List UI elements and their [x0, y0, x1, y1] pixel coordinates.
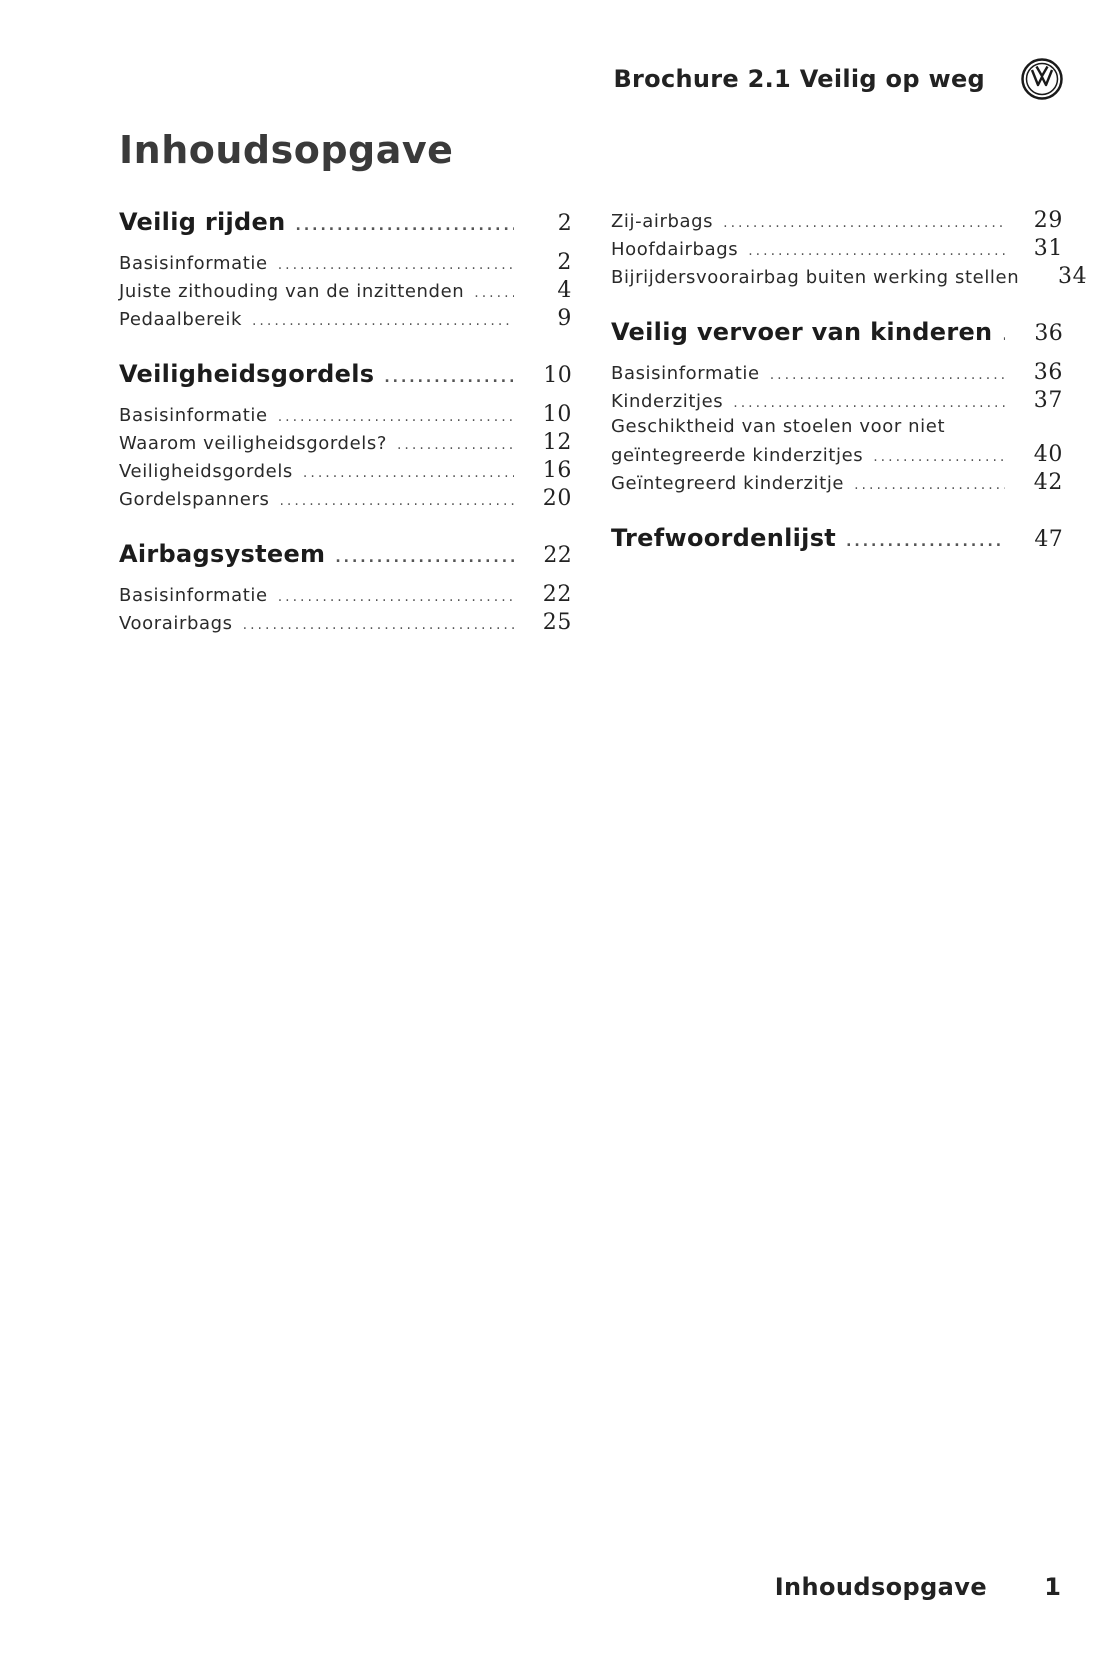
- toc-page-number: 47: [1034, 527, 1063, 552]
- toc-page-number: 10: [543, 363, 572, 388]
- toc-page-number: 42: [1033, 470, 1063, 495]
- toc-item-label: Gordelspanners: [119, 489, 270, 510]
- toc-heading[interactable]: [119, 208, 572, 244]
- dot-leader: [854, 477, 1005, 493]
- toc-page-number: 10: [542, 402, 572, 427]
- dot-leader: [397, 437, 514, 453]
- dot-leader: [770, 367, 1005, 383]
- toc-heading-label: Airbagsysteem: [119, 540, 326, 568]
- toc-heading-label: Trefwoordenlijst: [611, 524, 837, 552]
- toc-item[interactable]: [611, 208, 1063, 236]
- toc-page-number: 25: [542, 610, 572, 635]
- toc-item-label: geïntegreerde kinderzitjes: [611, 445, 864, 466]
- toc-page-number: 22: [542, 582, 572, 607]
- toc-page-number: 9: [557, 306, 572, 331]
- toc-page-number: 22: [543, 543, 572, 568]
- toc-page-number: 37: [1033, 388, 1063, 413]
- toc-page-number: 36: [1033, 360, 1063, 385]
- toc-page-number: 31: [1033, 236, 1063, 261]
- toc-item[interactable]: [611, 388, 1063, 416]
- toc-item-label: Hoofdairbags: [611, 239, 739, 260]
- vw-logo-icon: [1021, 58, 1063, 100]
- toc-right-column: [611, 208, 1088, 566]
- toc-item[interactable]: [611, 264, 1088, 292]
- toc-item[interactable]: [119, 306, 572, 334]
- toc-item[interactable]: [119, 458, 572, 486]
- toc-heading[interactable]: [611, 318, 1063, 354]
- toc-page-number: 36: [1034, 321, 1063, 346]
- toc-page-number: 2: [557, 250, 572, 275]
- dot-leader: [873, 449, 1005, 465]
- toc-item-label: Voorairbags: [119, 613, 233, 634]
- dot-leader: [474, 285, 514, 301]
- toc-item-label: Waarom veiligheidsgordels?: [119, 433, 387, 454]
- toc-item-label: Pedaalbereik: [119, 309, 242, 330]
- toc-item[interactable]: [119, 610, 572, 638]
- dot-leader: [296, 218, 515, 234]
- toc-heading-label: Veiligheidsgordels: [119, 360, 375, 388]
- toc-item-label: Bijrijdersvoorairbag buiten werking stellen: [611, 267, 1020, 288]
- toc-item[interactable]: [611, 236, 1063, 264]
- toc-heading-label: Veilig rijden: [119, 208, 286, 236]
- toc-page-number: 34: [1058, 264, 1088, 289]
- toc-page-number: 2: [557, 211, 572, 236]
- toc-item[interactable]: [119, 582, 572, 610]
- toc-item[interactable]: [119, 278, 572, 306]
- header-title: Brochure 2.1 Veilig op weg: [613, 65, 985, 93]
- dot-leader: [384, 370, 514, 386]
- toc-section-trefwoordenlijst: [611, 524, 1063, 560]
- toc-item[interactable]: [119, 250, 572, 278]
- toc-page-number: 12: [542, 430, 572, 455]
- dot-leader: [335, 550, 514, 566]
- toc-page-number: 16: [542, 458, 572, 483]
- toc-item-label: Zij-airbags: [611, 211, 714, 232]
- toc-item-label: Kinderzitjes: [611, 391, 724, 412]
- dot-leader: [303, 465, 514, 481]
- toc-section-veiligheidsgordels: [119, 360, 572, 514]
- page-title: Inhoudsopgave: [119, 128, 454, 172]
- toc-item-label: Basisinformatie: [611, 363, 760, 384]
- toc-item-label: Geschiktheid van stoelen voor niet: [611, 416, 946, 437]
- toc-heading[interactable]: [119, 540, 572, 576]
- toc-item-label: Basisinformatie: [119, 405, 268, 426]
- dot-leader: [278, 589, 514, 605]
- dot-leader: [846, 534, 1005, 550]
- toc-item[interactable]: [611, 470, 1063, 498]
- toc-section-airbagsysteem: [119, 540, 572, 638]
- dot-leader: [279, 493, 514, 509]
- dot-leader: [748, 243, 1005, 259]
- dot-leader: [243, 617, 514, 633]
- page-header: [613, 58, 1063, 100]
- toc-section-veilig-rijden: [119, 208, 572, 334]
- toc-item[interactable]: [611, 442, 1063, 470]
- toc-item[interactable]: [611, 360, 1063, 388]
- toc-item-label: Basisinformatie: [119, 585, 268, 606]
- toc-continued-items: [611, 208, 1088, 292]
- footer-title: Inhoudsopgave: [774, 1573, 987, 1601]
- toc-heading[interactable]: [611, 524, 1063, 560]
- toc-page-number: 20: [542, 486, 572, 511]
- toc-item-label: Juiste zithouding van de inzittenden: [119, 281, 465, 302]
- dot-leader: [733, 395, 1005, 411]
- toc-section-veilig-vervoer-van-kinderen: [611, 318, 1063, 498]
- toc-item-label: Geïntegreerd kinderzitje: [611, 473, 845, 494]
- dot-leader: [723, 215, 1005, 231]
- toc-item-line1[interactable]: [611, 416, 1063, 442]
- dot-leader: [278, 409, 514, 425]
- dot-leader: [1002, 328, 1005, 344]
- toc-item-label: Veiligheidsgordels: [119, 461, 293, 482]
- toc-item[interactable]: [119, 430, 572, 458]
- toc-page-number: 40: [1033, 442, 1063, 467]
- toc-item[interactable]: [119, 402, 572, 430]
- toc-heading[interactable]: [119, 360, 572, 396]
- dot-leader: [252, 313, 514, 329]
- toc-left-column: [119, 208, 572, 664]
- toc-page-number: 29: [1033, 208, 1063, 233]
- toc-item[interactable]: [119, 486, 572, 514]
- toc-page-number: 4: [557, 278, 572, 303]
- toc-heading-label: Veilig vervoer van kinderen: [611, 318, 993, 346]
- toc-item-label: Basisinformatie: [119, 253, 268, 274]
- dot-leader: [278, 257, 514, 273]
- footer-page-number: 1: [1044, 1573, 1061, 1601]
